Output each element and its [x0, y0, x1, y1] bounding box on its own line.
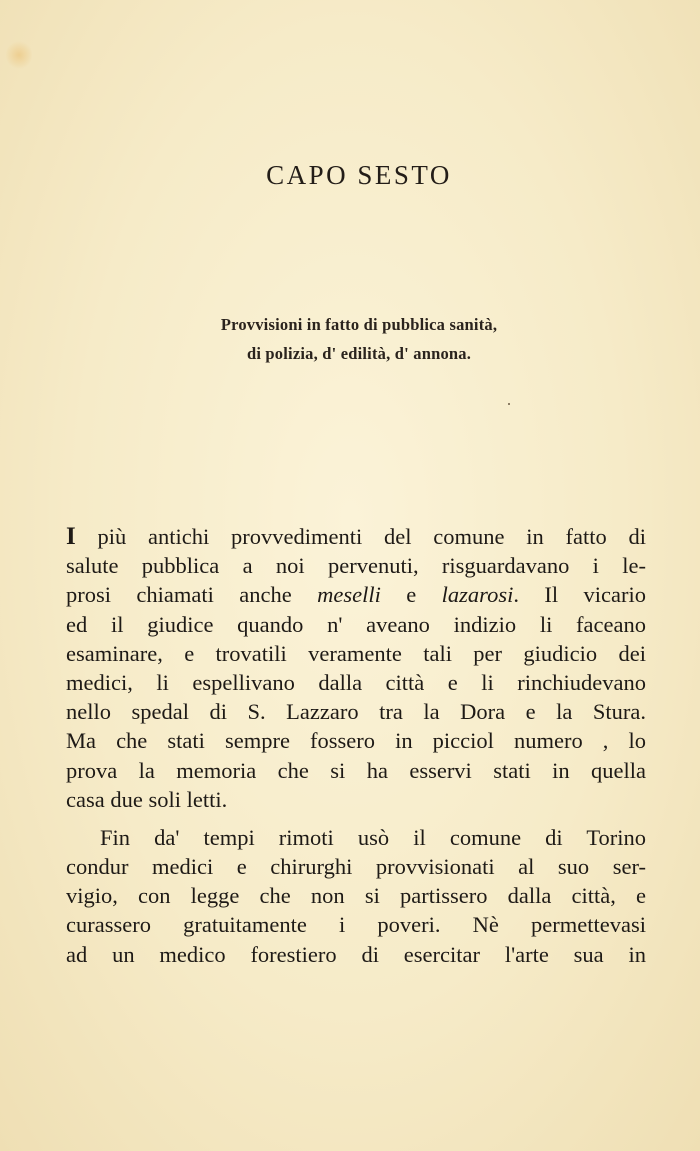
text-line: salute pubblica a noi pervenuti, risguardavano i le-: [66, 553, 646, 579]
chapter-summary: [0, 310, 700, 368]
paper-speck: [508, 403, 510, 405]
text-line: Ma che stati sempre fossero in picciol numero , lo: [66, 728, 646, 754]
text-line: Fin da' tempi rimoti usò il comune di Torino: [100, 824, 646, 850]
summary-line: di polizia, d' edilità, d' annona.: [246, 344, 472, 363]
paragraph-1: [66, 522, 646, 814]
italic-term: lazarosi: [441, 582, 514, 608]
summary-line: Provvisioni in fatto di pubblica sanità,: [220, 315, 498, 334]
text-line: vigio, con legge che non si partissero dalla città, e: [66, 883, 646, 909]
paragraph-2: [66, 823, 646, 969]
text-line: prova la memoria che si ha esservi stati in quella: [66, 757, 646, 783]
text-line: prosi chiamati anche meselli e lazarosi. Il vicario: [66, 582, 646, 608]
text-line: esaminare, e trovatili veramente tali per giudicio dei: [66, 640, 646, 666]
paper-stain: [6, 40, 32, 70]
text-line: casa due soli letti.: [66, 786, 228, 812]
text-line: ed il giudice quando n' aveano indizio li faceano: [66, 611, 646, 637]
text-line: condur medici e chirurghi provvisionati al suo ser-: [66, 854, 646, 880]
text-line: curassero gratuitamente i poveri. Nè permettevasi: [66, 912, 646, 938]
text-line: nello spedal di S. Lazzaro tra la Dora e la Stura.: [66, 699, 646, 725]
paragraph-gap: [66, 814, 646, 823]
italic-term: meselli: [317, 582, 381, 608]
text-line: medici, li espellivano dalla città e li rinchiudevano: [66, 669, 646, 695]
body-text: [66, 522, 646, 969]
text-line: I più antichi provvedimenti del comune in fatto di: [66, 523, 646, 550]
chapter-title: CAPO SESTO: [266, 160, 452, 190]
drop-cap: I: [66, 523, 76, 550]
text-line: ad un medico forestiero di esercitar l'arte sua in: [66, 941, 646, 967]
